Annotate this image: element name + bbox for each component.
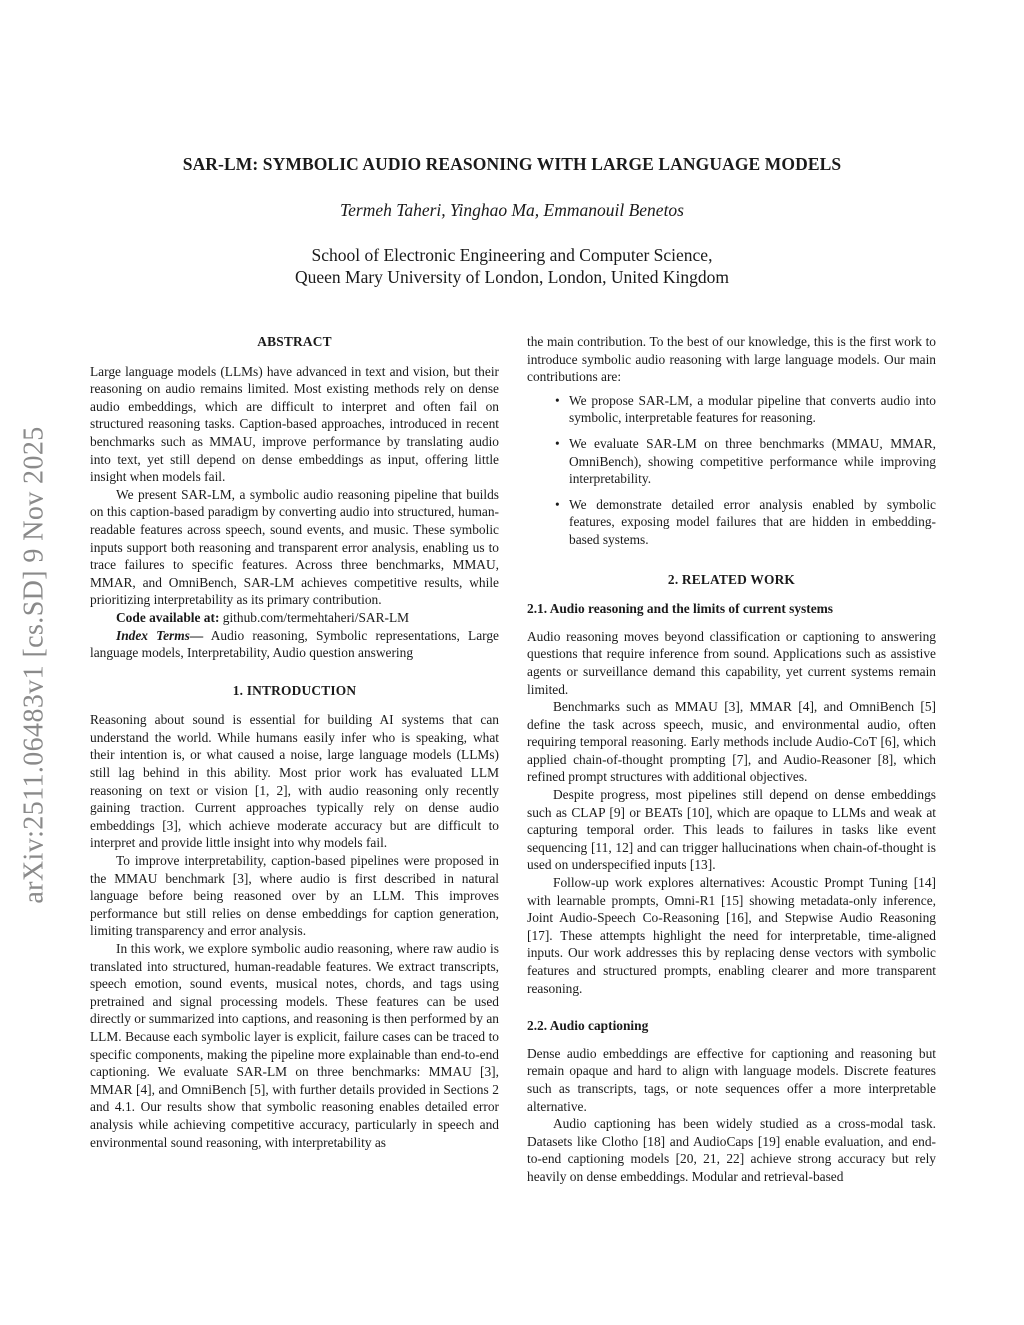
related-work-heading: 2. RELATED WORK (667, 571, 796, 587)
code-availability (90, 609, 499, 627)
contribution-text: We propose SAR-LM, a modular pipeline that converts audio into symbolic, interpretable features for reasoning. (569, 392, 936, 426)
bullet-icon: • (555, 392, 560, 408)
bullet-icon: • (555, 435, 560, 451)
bullet-icon: • (555, 496, 560, 512)
introduction-paragraph-3: In this work, we explore symbolic audio reasoning, where raw audio is translated into structured, human-readable features. We extract transcripts, speech emotion, sound events, musical notes, chords, and tags using pretrained and signal processing models. These features can be used directly or summarized into captions, and reasoning is then performed by an LLM. Because each symbolic layer is explicit, failure cases can be traced to specific components, making the pipeline more explainable than end-to-end captioning. We evaluate SAR-LM on three benchmarks: MMAU [3], MMAR [4], and OmniBench [5], with further details provided in Sections 2 and 4.1. Our results show that symbolic reasoning enables detailed error analysis while achieving competitive accuracy, particularly in speech and environmental sound reasoning, with interpretability as (90, 941, 499, 1150)
index-terms-label: Index Terms— (116, 627, 204, 643)
arxiv-identifier-stamp (5, 380, 65, 950)
list-item (555, 496, 936, 549)
abstract-paragraph-2: We present SAR-LM, a symbolic audio reasoning pipeline that builds on this caption-based paradigm by converting audio into structured, human-readable features across speech, sound events, and music. These symbolic inputs support both reasoning and transparent error analysis, enabling us to trace failures to specific features. Across three benchmarks, MMAU, MMAR, and OmniBench, SAR-LM achieves competitive results, while prioritizing interpretability as its primary contribution. (90, 486, 499, 608)
related-work-paragraph-1: Audio reasoning moves beyond classification or captioning to answering questions that require inference from sound. Applications such as assistive agents or surveillance demand this capability, yet current systems remain limited. (527, 628, 936, 697)
captioning-paragraph-2: Audio captioning has been widely studied as a cross-modal task. Datasets like Clotho [18] and AudioCaps [19] enable evaluation, and end-to-end captioning models [20, 21, 22] achieve strong accuracy but rely heavily on dense embeddings. Modular and retrieval-based (527, 1116, 936, 1184)
paper-title: SAR-LM: SYMBOLIC AUDIO REASONING WITH LARGE LANGUAGE MODELS (182, 154, 842, 174)
paper-authors: Termeh Taheri, Yinghao Ma, Emmanouil Benetos (339, 200, 684, 220)
introduction-paragraph-2: To improve interpretability, caption-based pipelines were proposed in the MMAU benchmark [3], where audio is first described in natural language before being reasoned over by an LLM. This improves performance but still relies on dense embeddings for caption generation, limiting transparency and error analysis. (90, 853, 499, 939)
arxiv-identifier-text: arXiv:2511.06483v1 [cs.SD] 9 Nov 2025 (19, 426, 50, 904)
code-availability-label: Code available at: (116, 609, 220, 625)
subsection-2-2-heading: 2.2. Audio captioning (527, 1018, 649, 1034)
paper-affiliation (0, 244, 1024, 288)
captioning-paragraph-1: Dense audio embeddings are effective for captioning and reasoning but remain opaque and hard to align with language models. Discrete features such as transcripts, tags, or note sequences offer a more interpretable alternative. (527, 1045, 936, 1114)
contribution-text: We evaluate SAR-LM on three benchmarks (MMAU, MMAR, OmniBench), showing competitive performance while improving interpretability. (569, 435, 936, 487)
affiliation-line-1: School of Electronic Engineering and Computer Science, (311, 245, 713, 265)
list-item (555, 435, 936, 488)
index-terms-text: Audio reasoning, Symbolic representations, Large language models, Interpretability, Audio question answering (90, 627, 499, 661)
contributions-list (527, 392, 936, 549)
list-item (555, 392, 936, 427)
left-column (90, 333, 499, 1151)
related-work-paragraph-2: Benchmarks such as MMAU [3], MMAR [4], and OmniBench [5] define the task across speech, music, and environmental audio, often requiring temporal reasoning. Early methods include Audio-CoT [6], which applied chain-of-thought prompting [7], and Audio-Reasoner [8], which refined prompt structures with additional objectives. (527, 699, 936, 785)
related-work-paragraph-3: Despite progress, most pipelines still depend on dense embeddings such as CLAP [9] or BEATs [10], which are opaque to LLMs and weak at capturing temporal order. This leads to failures in tasks like event sequencing [11, 12] and can trigger hallucinations when chain-of-thought is used on underspecified inputs [13]. (527, 787, 936, 873)
affiliation-line-2: Queen Mary University of London, London, United Kingdom (294, 267, 730, 287)
introduction-paragraph-1: Reasoning about sound is essential for building AI systems that can understand the world. While humans easily infer who is speaking, what their intention is, or what caused a noise, large language models (LLMs) still lag behind in this ability. Most prior work has evaluated LLM reasoning on text or vision [1, 2], with audio reasoning only recently gaining traction. Current approaches typically rely on dense audio embeddings [3], which achieve moderate accuracy but are difficult to interpret and provide little insight into why models fail. (90, 712, 499, 851)
abstract-heading: ABSTRACT (257, 334, 332, 349)
introduction-heading: 1. INTRODUCTION (232, 682, 357, 698)
index-terms (90, 627, 499, 662)
contribution-text: We demonstrate detailed error analysis enabled by symbolic features, exposing model failures that are hidden in embedding-based systems. (569, 496, 936, 547)
right-column (527, 333, 936, 1186)
subsection-2-1-heading: 2.1. Audio reasoning and the limits of current systems (527, 601, 834, 617)
code-link[interactable]: github.com/termehtaheri/SAR-LM (219, 609, 410, 625)
introduction-paragraph-3-continued: the main contribution. To the best of our knowledge, this is the first work to introduce symbolic audio reasoning with large language models. Our main contributions are: (527, 334, 936, 385)
abstract-paragraph-1: Large language models (LLMs) have advanced in text and vision, but their reasoning on audio remains limited. Most existing methods rely on dense audio embeddings, which are difficult to interpret and often fail on structured reasoning tasks. Caption-based approaches, introduced in recent benchmarks such as MMAU, improve performance by translating audio into text, yet still depend on dense embeddings as input, offering little insight when models fail. (90, 363, 499, 485)
related-work-paragraph-4: Follow-up work explores alternatives: Acoustic Prompt Tuning [14] with learnable prompts, Omni-R1 [15] showing metadata-only inference, Joint Audio-Speech Co-Reasoning [16], and Stepwise Audio Reasoning [17]. These attempts highlight the need for interpretable, time-aligned inputs. Our work addresses this by replacing dense vectors with symbolic features and structured prompts, enabling clearer and more transparent reasoning. (527, 875, 936, 996)
